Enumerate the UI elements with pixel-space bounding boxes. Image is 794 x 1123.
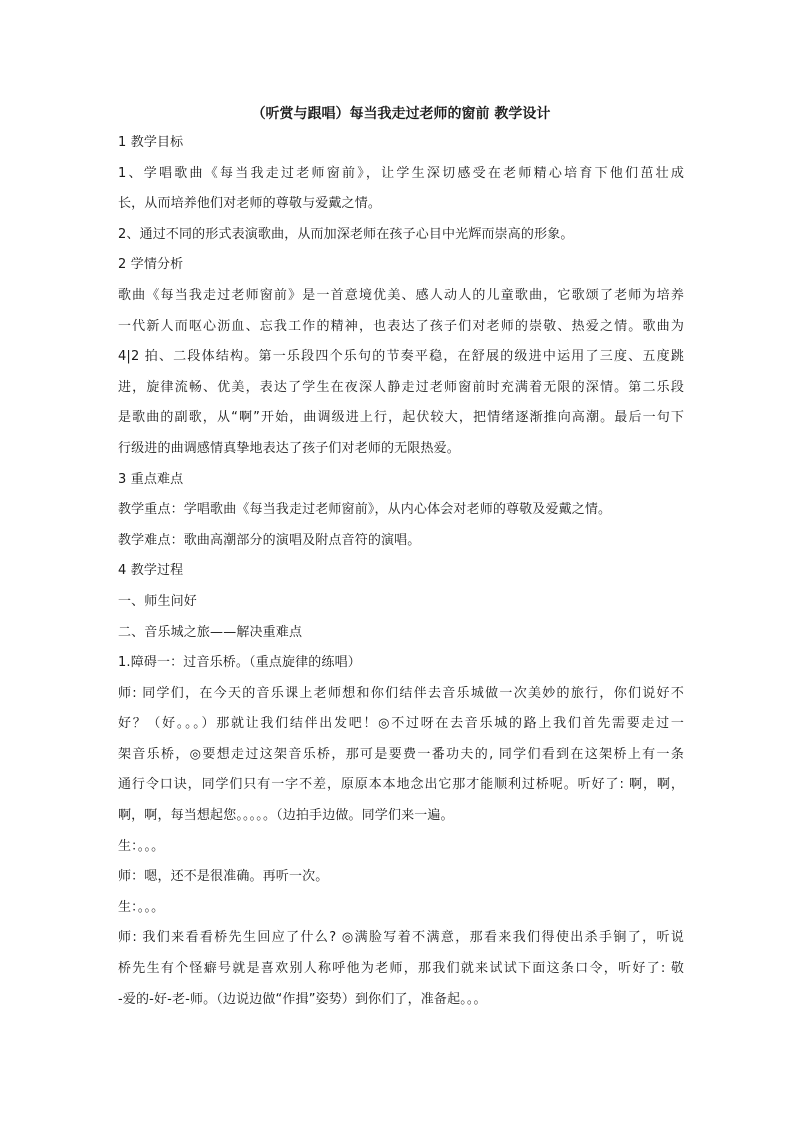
document-page — [118, 100, 684, 1015]
paragraph-line: 架音乐桥，◎要想走过这架音乐桥，那可是要费一番功夫的, 同学们看到在这架桥上有一条 — [118, 746, 684, 762]
paragraph-line: 教学重点：学唱歌曲《每当我走过老师窗前》，从内心体会对老师的尊敬及爱戴之情。 — [118, 502, 612, 518]
paragraph-line: 师: 我们来看看桥先生回应了什么? ◎满脸写着不满意，那看来我们得使出杀手锏了，听说 — [118, 930, 684, 946]
paragraph-line: 一代新人而呕心沥血、忘我工作的精神，也表达了孩子们对老师的崇敬、热爱之情。歌曲为 — [118, 318, 684, 334]
section-heading-objectives: 1 教学目标 — [118, 135, 184, 150]
paragraph-line: 好？（好。。。）那就让我们结伴出发吧！◎不过呀在去音乐城的路上我们首先需要走过一 — [118, 716, 684, 732]
document-body — [118, 128, 684, 1015]
paragraph-line: 进，旋律流畅、优美，表达了学生在夜深人静走过老师窗前时充满着无限的深情。第二乐段 — [118, 379, 684, 395]
paragraph-line: 歌曲《每当我走过老师窗前》是一首意境优美、感人动人的儿童歌曲，它歌颂了老师为培养 — [118, 287, 684, 303]
document-title: （听赏与跟唱）每当我走过老师的窗前 教学设计 — [251, 106, 551, 122]
paragraph-line: 啊，啊，每当想起您。。。。。（边拍手边做。同学们来一遍。 — [118, 808, 454, 824]
paragraph-line: 1、学唱歌曲《每当我走过老师窗前》，让学生深切感受在老师精心培育下他们茁壮成 — [118, 165, 684, 181]
section-heading-process: 4 教学过程 — [118, 563, 184, 579]
section-heading-analysis: 2 学情分析 — [118, 257, 184, 273]
paragraph-line: 通行令口诀，同学们只有一字不差，原原本本地念出它那才能顺利过桥呢。听好了: 啊，啊， — [118, 777, 684, 793]
paragraph-line: 师: 同学们，在今天的音乐课上老师想和你们结伴去音乐城做一次美妙的旅行，你们说好不 — [118, 685, 684, 701]
paragraph-line: 桥先生有个怪癖号就是喜欢别人称呼他为老师，那我们就来试试下面这条口令，听好了: 敬 — [118, 961, 684, 977]
dialogue-line: 师：嗯，还不是很准确。再听一次。 — [118, 869, 329, 885]
dialogue-line: 生：。。。 — [118, 838, 165, 854]
subsection-heading: 一、师生问好 — [118, 593, 197, 609]
paragraph-line: -爱的-好-老-师。（边说边做“作揖”姿势）到你们了，准备起。。。 — [118, 991, 487, 1007]
paragraph-line: 是歌曲的副歌，从“啊”开始，曲调级进上行，起伏较大，把情绪逐渐推向高潮。最后一句下 — [118, 410, 684, 426]
subsection-heading: 二、音乐城之旅——解决重难点 — [118, 624, 303, 640]
paragraph-line: 长，从而培养他们对老师的尊敬与爱戴之情。 — [118, 196, 382, 212]
paragraph-line: 2、通过不同的形式表演歌曲，从而加深老师在孩子心目中光辉而崇高的形象。 — [118, 226, 574, 242]
subsection-heading: 1.障碍一：过音乐桥。（重点旋律的练唱） — [118, 655, 361, 671]
paragraph-line: 教学难点：歌曲高潮部分的演唱及附点音符的演唱。 — [118, 532, 421, 548]
section-heading-key-points: 3 重点难点 — [118, 471, 184, 487]
paragraph-line: 行级进的曲调感情真挚地表达了孩子们对老师的无限热爱。 — [118, 440, 460, 456]
paragraph-line: 4|2 拍、二段体结构。第一乐段四个乐句的节奏平稳，在舒展的级进中运用了三度、五度跳 — [118, 349, 684, 365]
dialogue-line: 生：。。。 — [118, 899, 165, 915]
